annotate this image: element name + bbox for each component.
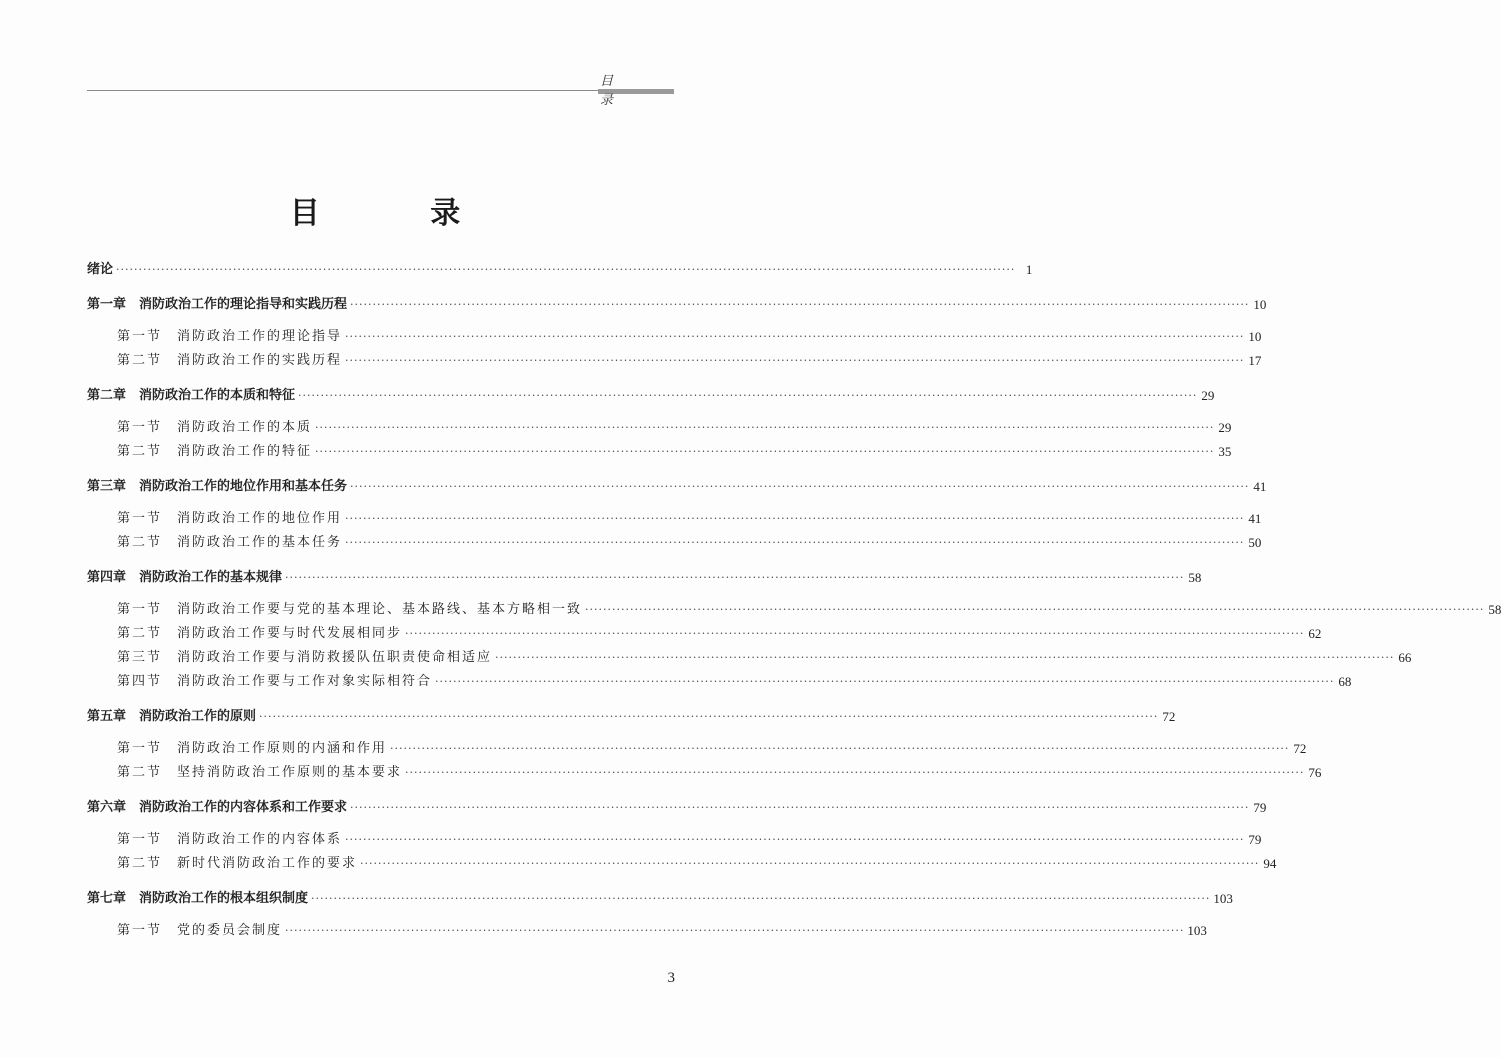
toc-page-number: 79 xyxy=(1248,832,1262,847)
page-title: 目 录 xyxy=(289,196,511,231)
toc-leader-dots: ········································································································································································································ xyxy=(345,833,1245,846)
toc-page-number: 58 xyxy=(1188,570,1202,585)
toc-leader-dots: ········································································································································································································ xyxy=(315,421,1215,434)
toc-leader-dots: ········································································································································································································ xyxy=(405,627,1305,640)
toc-leader-dots: ········································································································································································································ xyxy=(495,651,1395,664)
toc-section-row[interactable] xyxy=(87,852,1277,876)
toc-chapter-row[interactable] xyxy=(87,705,1176,729)
toc-chapter-row[interactable] xyxy=(87,566,1202,590)
toc-page-number: 103 xyxy=(1187,923,1207,938)
toc-chapter-title: 第二章 消防政治工作的本质和特征 xyxy=(87,388,296,403)
toc-section-title: 第二节 坚持消防政治工作原则的基本要求 xyxy=(117,765,403,780)
toc-leader-dots: ········································································································································································································ xyxy=(405,766,1305,779)
toc-section-row[interactable] xyxy=(87,737,1307,761)
toc-page-number: 76 xyxy=(1308,765,1322,780)
toc-leader-dots: ········································································································································································································ xyxy=(350,298,1250,311)
toc-page-number: 17 xyxy=(1248,353,1262,368)
toc-chapter-row[interactable] xyxy=(87,475,1267,499)
toc-page-number: 10 xyxy=(1253,297,1267,312)
toc-section-title: 第一节 消防政治工作的地位作用 xyxy=(117,511,343,526)
toc-page-number: 62 xyxy=(1308,626,1322,641)
toc-section-title: 第二节 消防政治工作的基本任务 xyxy=(117,535,343,550)
toc-section-title: 第一节 消防政治工作的本质 xyxy=(117,420,313,435)
toc-spacer xyxy=(87,911,674,919)
toc-section-row[interactable] xyxy=(87,325,1262,349)
toc-section-row[interactable] xyxy=(87,598,1501,622)
toc-section-row[interactable] xyxy=(87,349,1262,373)
toc-leader-dots: ········································································································································································································ xyxy=(350,801,1250,814)
running-header: 目 录 xyxy=(600,74,638,108)
toc-intro-row[interactable] xyxy=(87,258,1033,282)
toc-chapter-title: 第三章 消防政治工作的地位作用和基本任务 xyxy=(87,479,348,494)
toc-page-number: 41 xyxy=(1253,479,1267,494)
toc-spacer xyxy=(87,464,674,474)
toc-section-row[interactable] xyxy=(87,416,1232,440)
toc-page-number: 10 xyxy=(1248,329,1262,344)
toc-chapter-title: 第六章 消防政治工作的内容体系和工作要求 xyxy=(87,800,348,815)
toc-page-number: 35 xyxy=(1218,444,1232,459)
toc-section-row[interactable] xyxy=(87,622,1322,646)
toc-leader-dots: ········································································································································································································ xyxy=(285,924,1185,937)
toc-page-number: 29 xyxy=(1218,420,1232,435)
toc-leader-dots: ········································································································································································································ xyxy=(585,603,1485,616)
toc-spacer xyxy=(87,729,674,737)
toc-spacer xyxy=(87,555,674,565)
toc-spacer xyxy=(87,317,674,325)
toc-section-title: 第一节 消防政治工作的内容体系 xyxy=(117,832,343,847)
toc-leader-dots: ········································································································································································································ xyxy=(315,445,1215,458)
toc-leader-dots: ········································································································································································································ xyxy=(345,512,1245,525)
toc-page-number: 1 xyxy=(1025,262,1033,277)
toc-section-row[interactable] xyxy=(87,670,1352,694)
table-of-contents xyxy=(87,258,1501,943)
toc-section-row[interactable] xyxy=(87,828,1262,852)
toc-chapter-row[interactable] xyxy=(87,293,1267,317)
toc-spacer xyxy=(87,820,674,828)
toc-page-number: 79 xyxy=(1253,800,1267,815)
toc-section-row[interactable] xyxy=(87,440,1232,464)
toc-leader-dots: ········································································································································································································ xyxy=(311,892,1211,905)
toc-section-row[interactable] xyxy=(87,761,1322,785)
toc-section-title: 第一节 党的委员会制度 xyxy=(117,923,283,938)
header-rule xyxy=(87,90,674,91)
toc-page-number: 72 xyxy=(1162,709,1176,724)
toc-section-title: 第三节 消防政治工作要与消防救援队伍职责使命相适应 xyxy=(117,650,493,665)
toc-chapter-row[interactable] xyxy=(87,384,1215,408)
toc-section-row[interactable] xyxy=(87,531,1262,555)
toc-section-title: 第二节 新时代消防政治工作的要求 xyxy=(117,856,358,871)
toc-page-number: 94 xyxy=(1263,856,1277,871)
toc-chapter-row[interactable] xyxy=(87,887,1233,911)
toc-chapter-title: 第五章 消防政治工作的原则 xyxy=(87,709,257,724)
toc-page-number: 68 xyxy=(1338,674,1352,689)
toc-leader-dots: ········································································································································································································ xyxy=(259,710,1159,723)
toc-section-title: 第二节 消防政治工作要与时代发展相同步 xyxy=(117,626,403,641)
toc-page-number: 103 xyxy=(1213,891,1233,906)
toc-section-title: 第一节 消防政治工作要与党的基本理论、基本路线、基本方略相一致 xyxy=(117,602,583,617)
toc-page-number: 58 xyxy=(1488,602,1501,617)
toc-chapter-title: 第七章 消防政治工作的根本组织制度 xyxy=(87,891,309,906)
toc-leader-dots: ········································································································································································································ xyxy=(390,742,1290,755)
toc-chapter-row[interactable] xyxy=(87,796,1267,820)
toc-page-number: 50 xyxy=(1248,535,1262,550)
toc-section-row[interactable] xyxy=(87,646,1412,670)
toc-page-number: 72 xyxy=(1293,741,1307,756)
toc-leader-dots: ········································································································································································································ xyxy=(435,675,1335,688)
toc-section-title: 第一节 消防政治工作的理论指导 xyxy=(117,329,343,344)
toc-leader-dots: ········································································································································································································ xyxy=(285,571,1185,584)
toc-section-title: 第二节 消防政治工作的特征 xyxy=(117,444,313,459)
toc-section-row[interactable] xyxy=(87,507,1262,531)
toc-leader-dots: ········································································································································································································ xyxy=(345,330,1245,343)
toc-section-title: 第四节 消防政治工作要与工作对象实际相符合 xyxy=(117,674,433,689)
toc-section-title: 第一节 消防政治工作原则的内涵和作用 xyxy=(117,741,388,756)
toc-spacer xyxy=(87,499,674,507)
toc-leader-dots: ········································································································································································································ xyxy=(298,389,1198,402)
toc-spacer xyxy=(87,694,674,704)
toc-leader-dots: ········································································································································································································ xyxy=(345,536,1245,549)
toc-spacer xyxy=(87,590,674,598)
toc-chapter-title: 第四章 消防政治工作的基本规律 xyxy=(87,570,283,585)
toc-chapter-title: 第一章 消防政治工作的理论指导和实践历程 xyxy=(87,297,348,312)
toc-leader-dots: ········································································································································································································ xyxy=(350,480,1250,493)
toc-leader-dots: ········································································································································································································ xyxy=(345,354,1245,367)
toc-section-row[interactable] xyxy=(87,919,1207,943)
toc-spacer xyxy=(87,282,674,292)
toc-page-number: 29 xyxy=(1201,388,1215,403)
toc-spacer xyxy=(87,785,674,795)
toc-spacer xyxy=(87,876,674,886)
toc-page-number: 41 xyxy=(1248,511,1262,526)
toc-spacer xyxy=(87,373,674,383)
toc-page-number: 66 xyxy=(1398,650,1412,665)
toc-spacer xyxy=(87,408,674,416)
toc-section-title: 第二节 消防政治工作的实践历程 xyxy=(117,353,343,368)
page-number: 3 xyxy=(667,970,675,986)
toc-leader-dots: ········································································································································································································ xyxy=(360,857,1260,870)
toc-leader-dots: ········································································································································································································ xyxy=(116,263,1016,276)
toc-intro-title: 绪论 xyxy=(87,262,114,277)
